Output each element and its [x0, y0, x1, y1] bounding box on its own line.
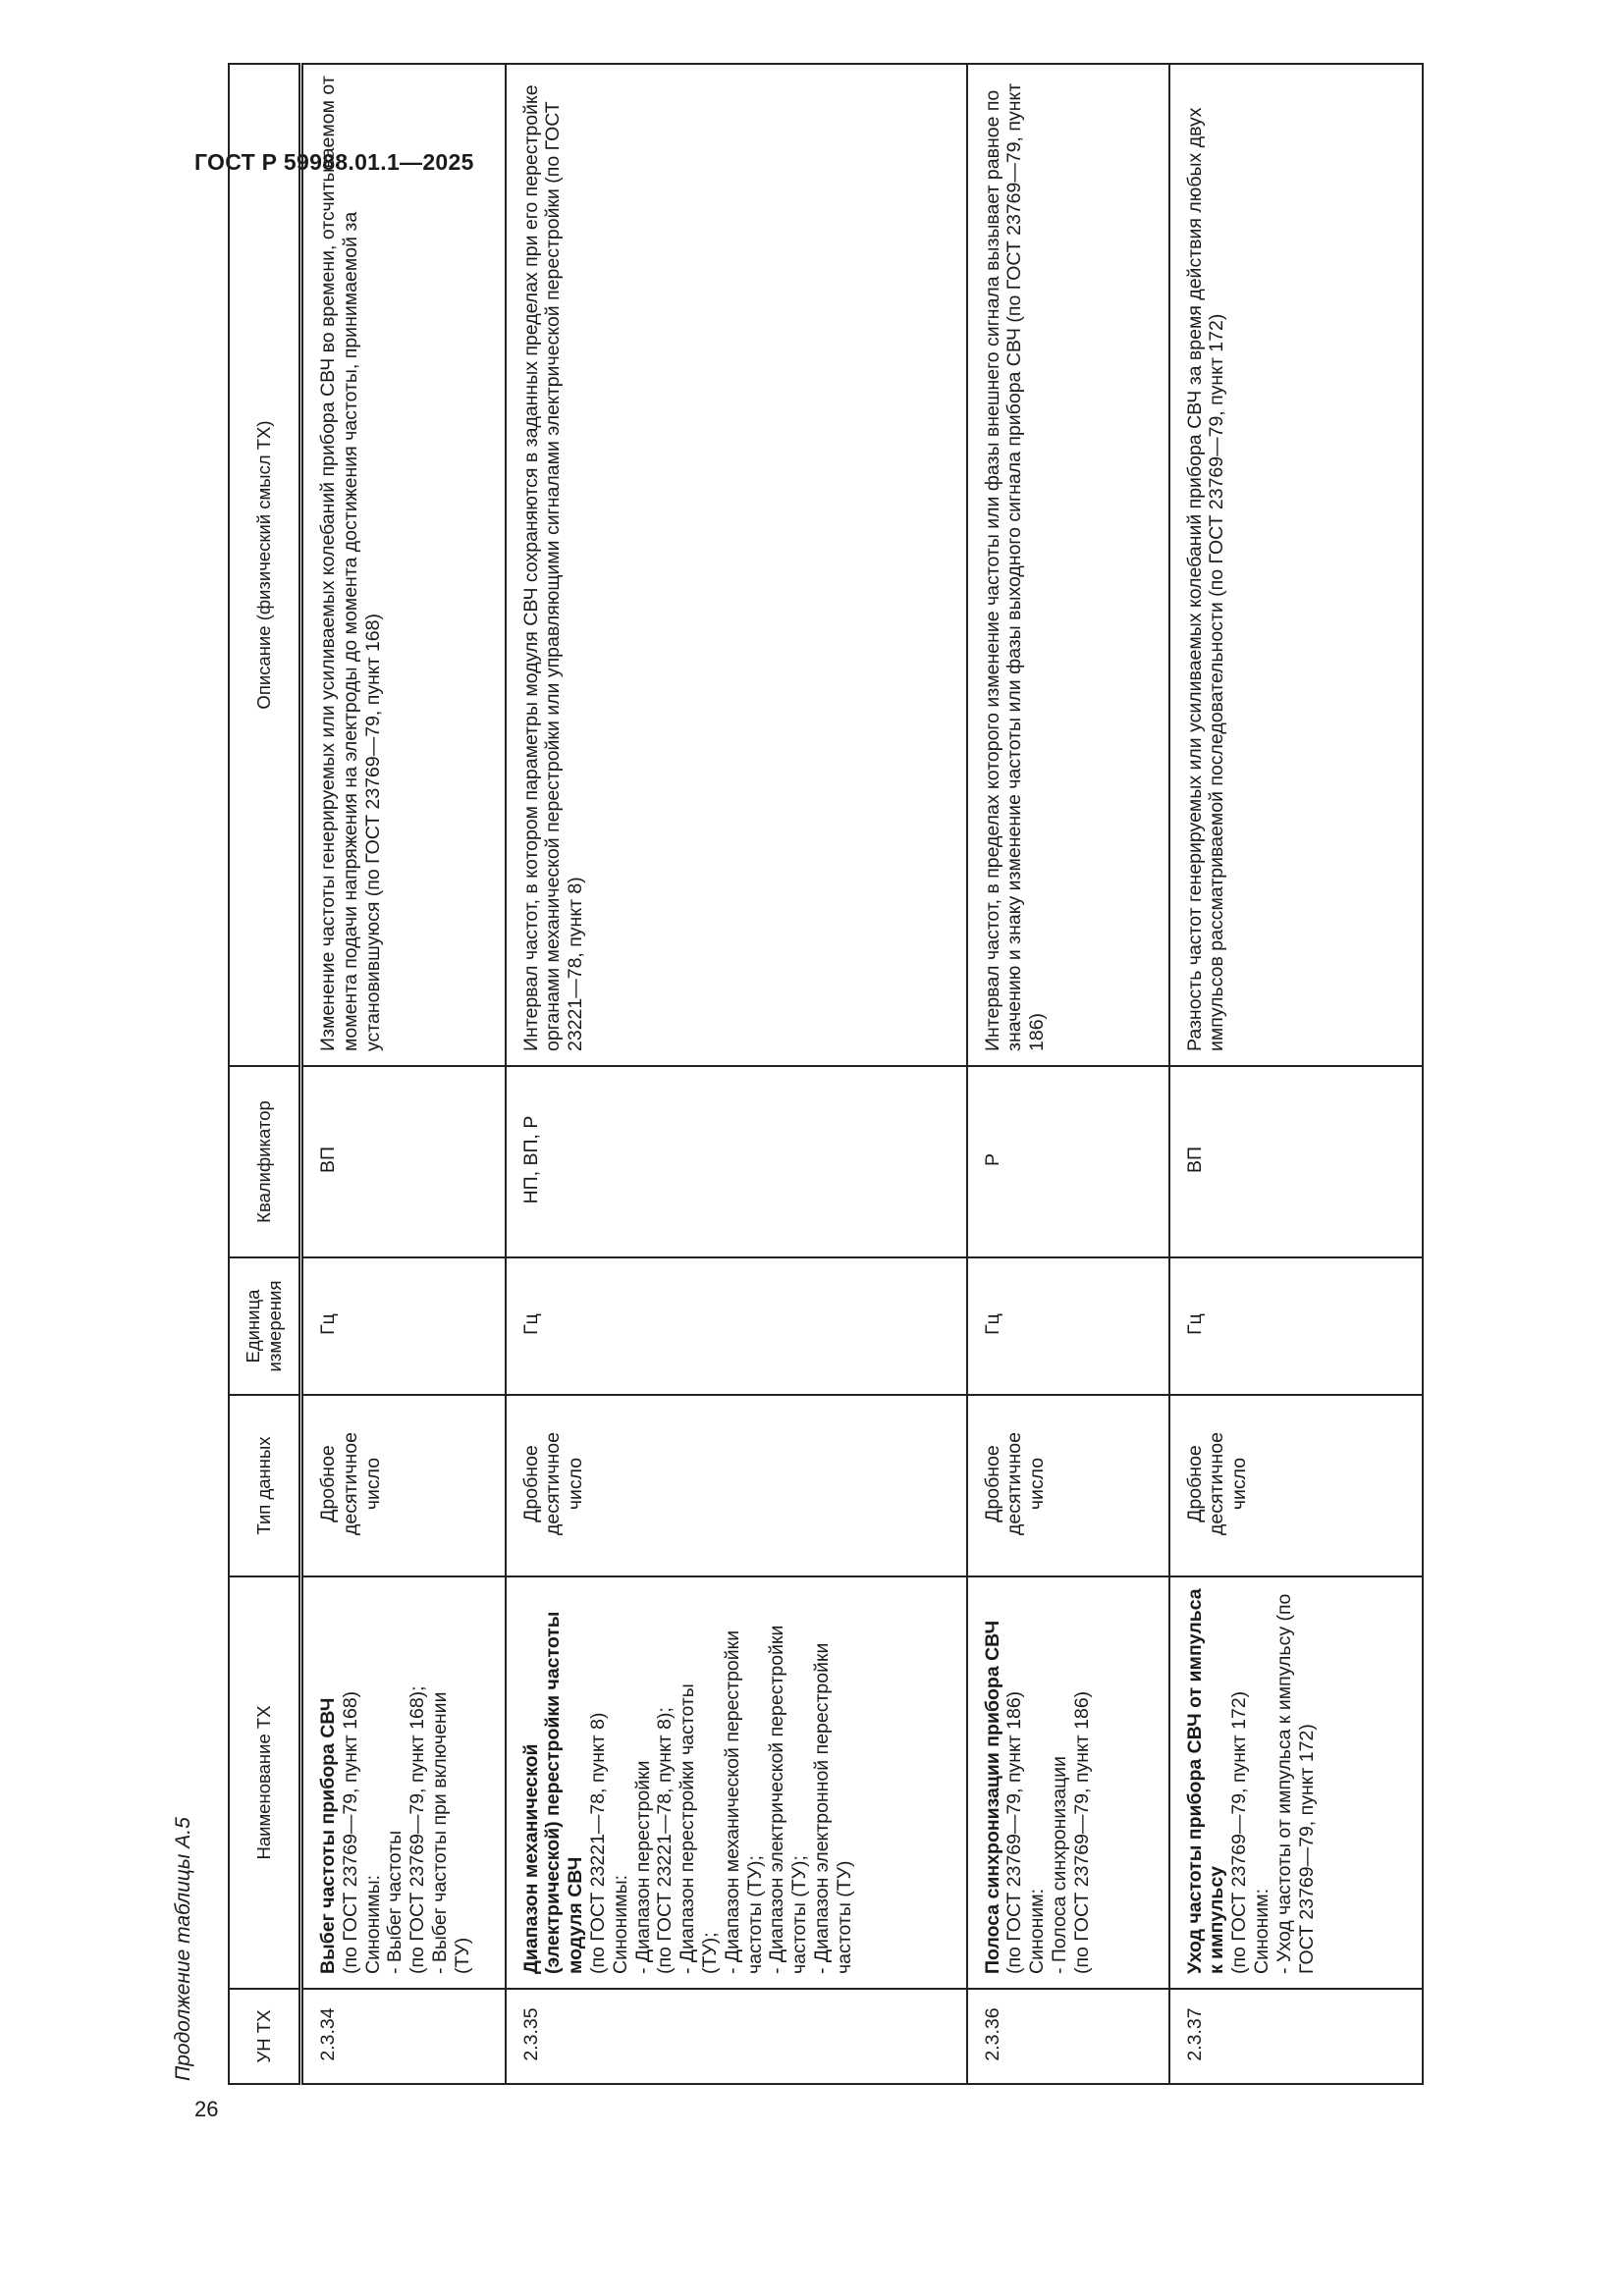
cell-unit: Гц — [1169, 1257, 1424, 1395]
cell-name-line: - Выбег частоты при включении — [429, 1691, 452, 1974]
table-row — [967, 64, 1169, 2084]
cell-name-title: Полоса синхронизации прибора СВЧ — [981, 1620, 1003, 1974]
cell-name — [967, 1576, 1169, 1989]
cell-name-title: Уход частоты прибора СВЧ от импульса к импульсу — [1183, 1588, 1228, 1974]
cell-name-line: Синоним: — [1026, 1888, 1049, 1974]
cell-data-type: Дробное десятичное число — [967, 1395, 1169, 1576]
cell-name-line: - Полоса синхронизации — [1048, 1755, 1070, 1974]
cell-name-title: Диапазон механической (электрической) перестройки частоты модуля СВЧ — [519, 1611, 587, 1974]
cell-name — [506, 1576, 967, 1989]
cell-name-line: (по ГОСТ 23221—78, пункт 8); — [654, 1707, 677, 1974]
cell-name-line: - Выбег частоты — [384, 1830, 406, 1974]
cell-qualifier: Р — [967, 1066, 1169, 1257]
cell-id: 2.3.37 — [1169, 1989, 1424, 2084]
cell-name-line: - Диапазон электронной перестройки частоты (ТУ) — [811, 1642, 855, 1974]
cell-id: 2.3.36 — [967, 1989, 1169, 2084]
characteristics-table — [228, 63, 1424, 2085]
cell-name-line: (ТУ) — [451, 1937, 473, 1974]
cell-qualifier: ВП — [1169, 1066, 1424, 1257]
cell-unit: Гц — [967, 1257, 1169, 1395]
cell-name-line: Синоним: — [1250, 1888, 1272, 1974]
column-header-id: УН ТХ — [229, 1989, 301, 2084]
cell-name-line: (по ГОСТ 23769—79, пункт 168); — [406, 1685, 429, 1974]
page-number: 26 — [194, 2097, 219, 2121]
cell-name-line: - Уход частоты от импульса к импульсу (по ГОСТ 23769—79, пункт 172) — [1272, 1593, 1318, 1974]
column-header-qualifier: Квалификатор — [229, 1066, 301, 1257]
table-row — [1169, 64, 1424, 2084]
cell-name-line: (ТУ); — [699, 1932, 721, 1974]
cell-data-type: Дробное десятичное число — [301, 1395, 506, 1576]
column-header-description: Описание (физический смысл ТХ) — [229, 64, 301, 1066]
table-row — [301, 64, 506, 2084]
cell-description: Интервал частот, в котором параметры модуля СВЧ сохраняются в заданных пределах при его перестройке органами механической перестройки или управляющими сигналами электрической перестройки (по ГОСТ 23221—78, пункт 8) — [506, 64, 967, 1066]
cell-name-line: (по ГОСТ 23769—79, пункт 168) — [339, 1690, 361, 1974]
cell-name-line: - Диапазон перестройки частоты — [677, 1683, 699, 1974]
cell-name-line: Синонимы: — [609, 1874, 631, 1974]
cell-name-title: Выбег частоты прибора СВЧ — [317, 1697, 339, 1974]
cell-name-line: (по ГОСТ 23221—78, пункт 8) — [586, 1712, 609, 1974]
cell-name-line: - Диапазон перестройки — [631, 1760, 654, 1974]
table-row — [506, 64, 967, 2084]
column-header-data-type: Тип данных — [229, 1395, 301, 1576]
cell-name-line: (по ГОСТ 23769—79, пункт 186) — [1070, 1690, 1093, 1974]
column-header-unit: Единица измерения — [229, 1257, 301, 1395]
table-header-row — [229, 64, 301, 2084]
table-caption: Продолжение таблицы А.5 — [172, 1817, 194, 2081]
cell-description: Разность частот генерируемых или усиливаемых колебаний прибора СВЧ за время действия любых двух импульсов рассматриваемой последовательности (по ГОСТ 23769—79, пункт 172) — [1169, 64, 1424, 1066]
cell-name — [1169, 1576, 1424, 1989]
cell-description: Изменение частоты генерируемых или усиливаемых колебаний прибора СВЧ во времени, отсчитываемом от момента подачи напряжения на электроды до момента достижения частоты, принимаемой за установившуюся (по ГОСТ 23769—79, пункт 168) — [301, 64, 506, 1066]
cell-id: 2.3.34 — [301, 1989, 506, 2084]
cell-name — [301, 1576, 506, 1989]
rotated-page-content — [172, 0, 1537, 2120]
document-code: ГОСТ Р 59988.01.1—2025 — [194, 149, 474, 175]
cell-name-line: (по ГОСТ 23769—79, пункт 172) — [1228, 1690, 1251, 1974]
cell-data-type: Дробное десятичное число — [1169, 1395, 1424, 1576]
cell-name-line: - Диапазон электрической перестройки частоты (ТУ); — [766, 1625, 811, 1974]
cell-id: 2.3.35 — [506, 1989, 967, 2084]
cell-name-line: Синонимы: — [361, 1874, 384, 1974]
cell-name-line: (по ГОСТ 23769—79, пункт 186) — [1003, 1690, 1026, 1974]
column-header-name: Наименование ТХ — [229, 1576, 301, 1989]
cell-unit: Гц — [506, 1257, 967, 1395]
cell-qualifier: ВП — [301, 1066, 506, 1257]
cell-data-type: Дробное десятичное число — [506, 1395, 967, 1576]
cell-description: Интервал частот, в пределах которого изменение частоты или фазы внешнего сигнала вызывает равное по значению и знаку изменение частоты или фазы выходного сигнала прибора СВЧ (по ГОСТ 23769—79, пункт 186) — [967, 64, 1169, 1066]
cell-name-line: - Диапазон механической перестройки частоты (ТУ); — [721, 1629, 766, 1974]
cell-unit: Гц — [301, 1257, 506, 1395]
cell-qualifier: НП, ВП, Р — [506, 1066, 967, 1257]
